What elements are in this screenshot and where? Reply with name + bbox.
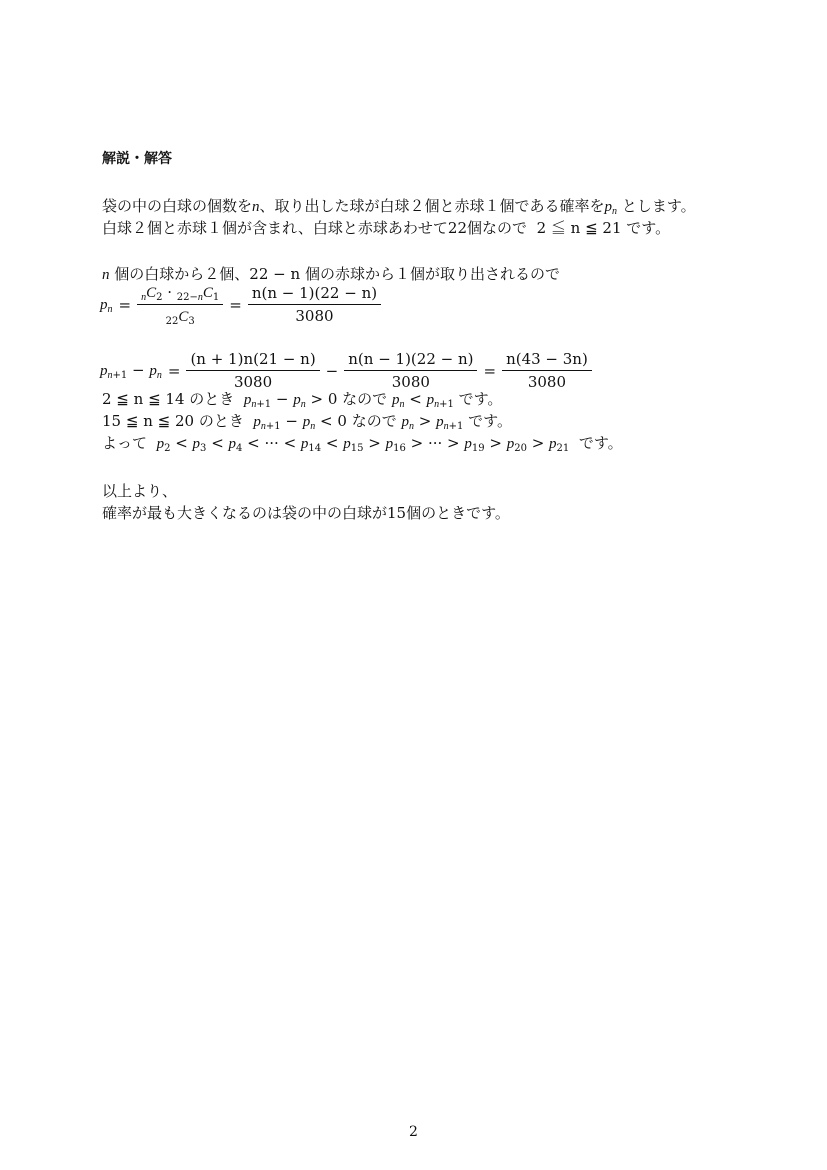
case-line-1: 2 ≦ n ≦ 14 のとき $p_{n+1} - p_n > 0$ なので $p_n < p_{n+1}$ です。: [102, 390, 503, 410]
conclusion-line-2: 確率が最も大きくなるのは袋の中の白球が15個のときです。: [102, 504, 510, 522]
page-number: 2: [409, 1124, 418, 1140]
difference-fraction-3: $\frac{n(43 - 3n)}{3080}$: [502, 350, 592, 391]
section-heading: 解説・解答: [102, 151, 172, 167]
difference-fraction-2: $\frac{n(n - 1)(22 - n)}{3080}$: [344, 350, 477, 391]
probability-intro-line: n 個の白球から２個、22 − n 個の赤球から１個が取り出されるので: [102, 265, 560, 283]
difference-fraction-1: $\frac{(n + 1)n(21 - n)}{3080}$: [186, 350, 319, 391]
case-line-2: 15 ≦ n ≦ 20 のとき $p_{n+1} - p_n < 0$ なので $p_n > p_{n+1}$ です。: [102, 412, 512, 432]
conclusion-line-1: 以上より、: [102, 482, 178, 500]
probability-fraction: $\frac{n(n - 1)(22 - n)}{3080}$: [248, 284, 381, 325]
intro-line-1: 袋の中の白球の個数をn、取り出した球が白球２個と赤球１個である確率を$p_n$ とします。: [102, 197, 696, 217]
difference-equation: $p_{n+1} - p_n$ = $\frac{(n + 1)n(21 - n)}{3080}$ − $\frac{n(n - 1)(22 - n)}{3080}$ = $\frac{n(43 - 3n)}{3080}$: [100, 350, 592, 391]
probability-equation: $p_n$ = $\frac{_nC_2 \cdot _{22-n}C_1}{_{22}C_3}$ = $\frac{n(n - 1)(22 - n)}{3080}$: [100, 283, 381, 326]
range-expression: 2 ≦ n ≦ 21: [536, 219, 622, 237]
case-line-3: よって $p_2 < p_3 < p_4$ < ··· < $p_{14} < p_{15} > p_{16}$ > ··· > $p_{19} > p_{20} > p_{21}$ です。: [102, 434, 623, 454]
combination-fraction: $\frac{_nC_2 \cdot _{22-n}C_1}{_{22}C_3}$: [137, 283, 223, 326]
intro-line-2: 白球２個と赤球１個が含まれ、白球と赤球あわせて22個なので 2 ≦ n ≦ 21 です。: [102, 219, 671, 237]
